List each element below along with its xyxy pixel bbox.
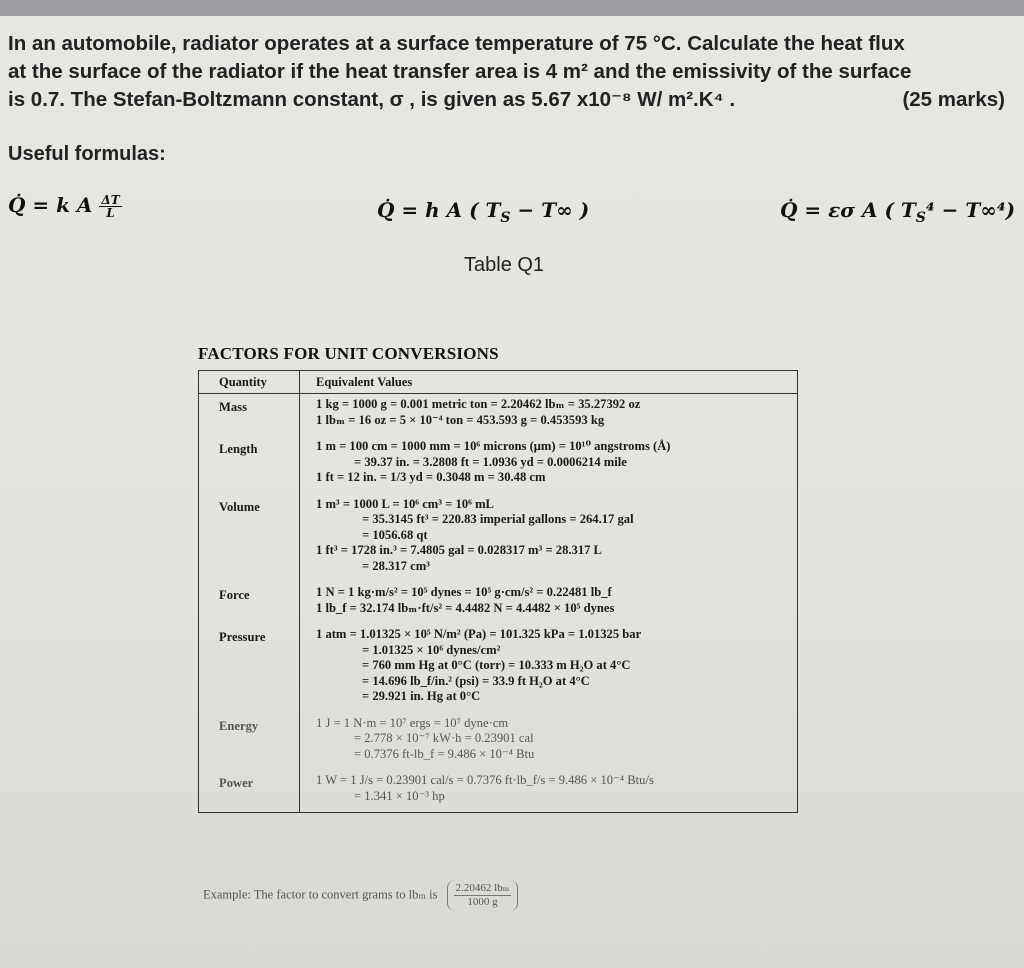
example-numerator: 2.20462 lbₘ [455,882,510,894]
equivalence-line: 1 lbₘ = 16 oz = 5 × 10⁻⁴ ton = 453.593 g = 0.453593 kg [316,412,605,427]
conduction-formula [8,193,122,219]
question-text [8,30,1013,114]
equivalent-values-cell [300,436,798,494]
equivalent-values-cell [300,624,798,713]
equivalence-line: 1 ft³ = 1728 in.³ = 7.4805 gal = 0.028317 m³ = 28.317 L [316,543,602,557]
equivalent-values-cell [300,713,798,771]
table-title: Table Q1 [464,254,545,276]
equivalence-line: = 28.317 cm³ [362,558,430,573]
convection-formula-left: Q̇ = h A ( T [377,198,501,222]
table-row [199,582,798,624]
quantity-cell: Force [199,582,300,624]
header-quantity: Quantity [199,371,300,394]
equivalence-line: = 760 mm Hg at 0°C (torr) = 10.333 m H₂O at 4°C [362,658,631,672]
table-row [199,436,798,494]
equivalence-line: = 14.696 lb_f/in.² (psi) = 33.9 ft H₂O at 4°C [362,673,590,688]
equivalent-values-cell [300,494,798,583]
conduction-fraction [99,194,121,219]
equivalence-line: = 1.01325 × 10⁶ dynes/cm² [362,642,501,657]
question-line-3 [8,86,1013,114]
document-sheet [0,16,1024,968]
equivalent-values-cell [300,770,798,813]
quantity-cell: Volume [199,494,300,583]
equivalence-line: = 0.7376 ft-lb_f = 9.486 × 10⁻⁴ Btu [354,746,535,761]
useful-formulas-label: Useful formulas: [8,143,166,165]
conversion-heading: FACTORS FOR UNIT CONVERSIONS [198,344,499,363]
quantity-cell: Mass [199,394,300,437]
radiation-formula-right: ⁴ − T∞⁴) [925,198,1016,222]
table-header-row [199,371,798,394]
equivalence-line: = 29.921 in. Hg at 0°C [362,689,481,703]
question-line-3-text: is 0.7. The Stefan-Boltzmann constant, σ , is given as 5.67 x10⁻⁸ W/ m².K⁴ . [8,88,736,111]
equivalence-line: 1 J = 1 N·m = 10⁷ ergs = 10⁷ dyne·cm [316,715,509,730]
conduction-formula-left: Q̇ = k A [8,193,93,217]
equivalence-line: 1 W = 1 J/s = 0.23901 cal/s = 0.7376 ft·lb_f/s = 9.486 × 10⁻⁴ Btu/s [316,773,654,787]
quantity-cell: Pressure [199,624,300,713]
equivalence-line: 1 ft = 12 in. = 1/3 yd = 0.3048 m = 30.48 cm [316,470,546,484]
radiation-formula: Q̇ = εσ A ( $T_S^4 - T\infty^4$) [780,198,1016,226]
quantity-cell: Energy [199,713,300,771]
equivalence-line: 1 atm = 1.01325 × 10⁵ N/m² (Pa) = 101.325 kPa = 1.01325 bar [316,627,642,641]
quantity-cell: Power [199,770,300,813]
equivalence-line: 1 N = 1 kg·m/s² = 10⁵ dynes = 10⁵ g·cm/s² = 0.22481 lb_f [316,585,612,599]
quantity-cell: Length [199,436,300,494]
example-denominator: 1000 g [467,896,498,908]
conduction-numerator: ΔT [101,193,120,207]
conversion-grid [198,370,798,813]
equivalence-line: = 2.778 × 10⁻⁷ kW·h = 0.23901 cal [354,731,534,745]
equivalence-line: 1 m³ = 1000 L = 10⁶ cm³ = 10⁶ mL [316,496,494,511]
equivalence-line: = 35.3145 ft³ = 220.83 imperial gallons = 264.17 gal [362,512,634,526]
table-row [199,624,798,713]
radiation-formula-left: Q̇ = εσ A ( T [780,198,916,222]
table-row [199,394,798,437]
top-bar [0,0,1024,16]
example-text: Example: The factor to convert grams to lbₘ is [203,887,438,902]
question-line-1: In an automobile, radiator operates at a surface temperature of 75 °C. Calculate the heat flux [8,32,905,55]
equivalence-line: = 1056.68 qt [362,527,428,542]
equivalence-line: = 1.341 × 10⁻³ hp [354,788,445,803]
equivalent-values-cell [300,394,798,437]
header-equivalent-values: Equivalent Values [300,371,798,394]
equivalence-line: 1 kg = 1000 g = 0.001 metric ton = 2.20462 lbₘ = 35.27392 oz [316,397,641,411]
marks-label: (25 marks) [902,88,1005,111]
unit-conversion-table [198,344,798,813]
equivalence-line: 1 lb_f = 32.174 lbₘ·ft/s² = 4.4482 N = 4.4482 × 10⁵ dynes [316,600,615,615]
conduction-denominator: L [106,206,115,220]
table-row [199,770,798,813]
convection-formula: Q̇ = h A ( $T_S - T\infty$ ) [377,198,590,226]
example-note [203,880,518,911]
equivalence-line: 1 m = 100 cm = 1000 mm = 10⁶ microns (μm) = 10¹⁰ angstroms (Å) [316,439,671,453]
question-line-2: at the surface of the radiator if the heat transfer area is 4 m² and the emissivity of the surface [8,60,912,83]
convection-formula-right: − T∞ ) [510,198,590,222]
equivalence-line: = 39.37 in. = 3.2808 ft = 1.0936 yd = 0.0006214 mile [354,454,627,469]
table-row [199,713,798,771]
table-row [199,494,798,583]
equivalent-values-cell [300,582,798,624]
table-body [199,394,798,813]
example-fraction [447,880,519,911]
